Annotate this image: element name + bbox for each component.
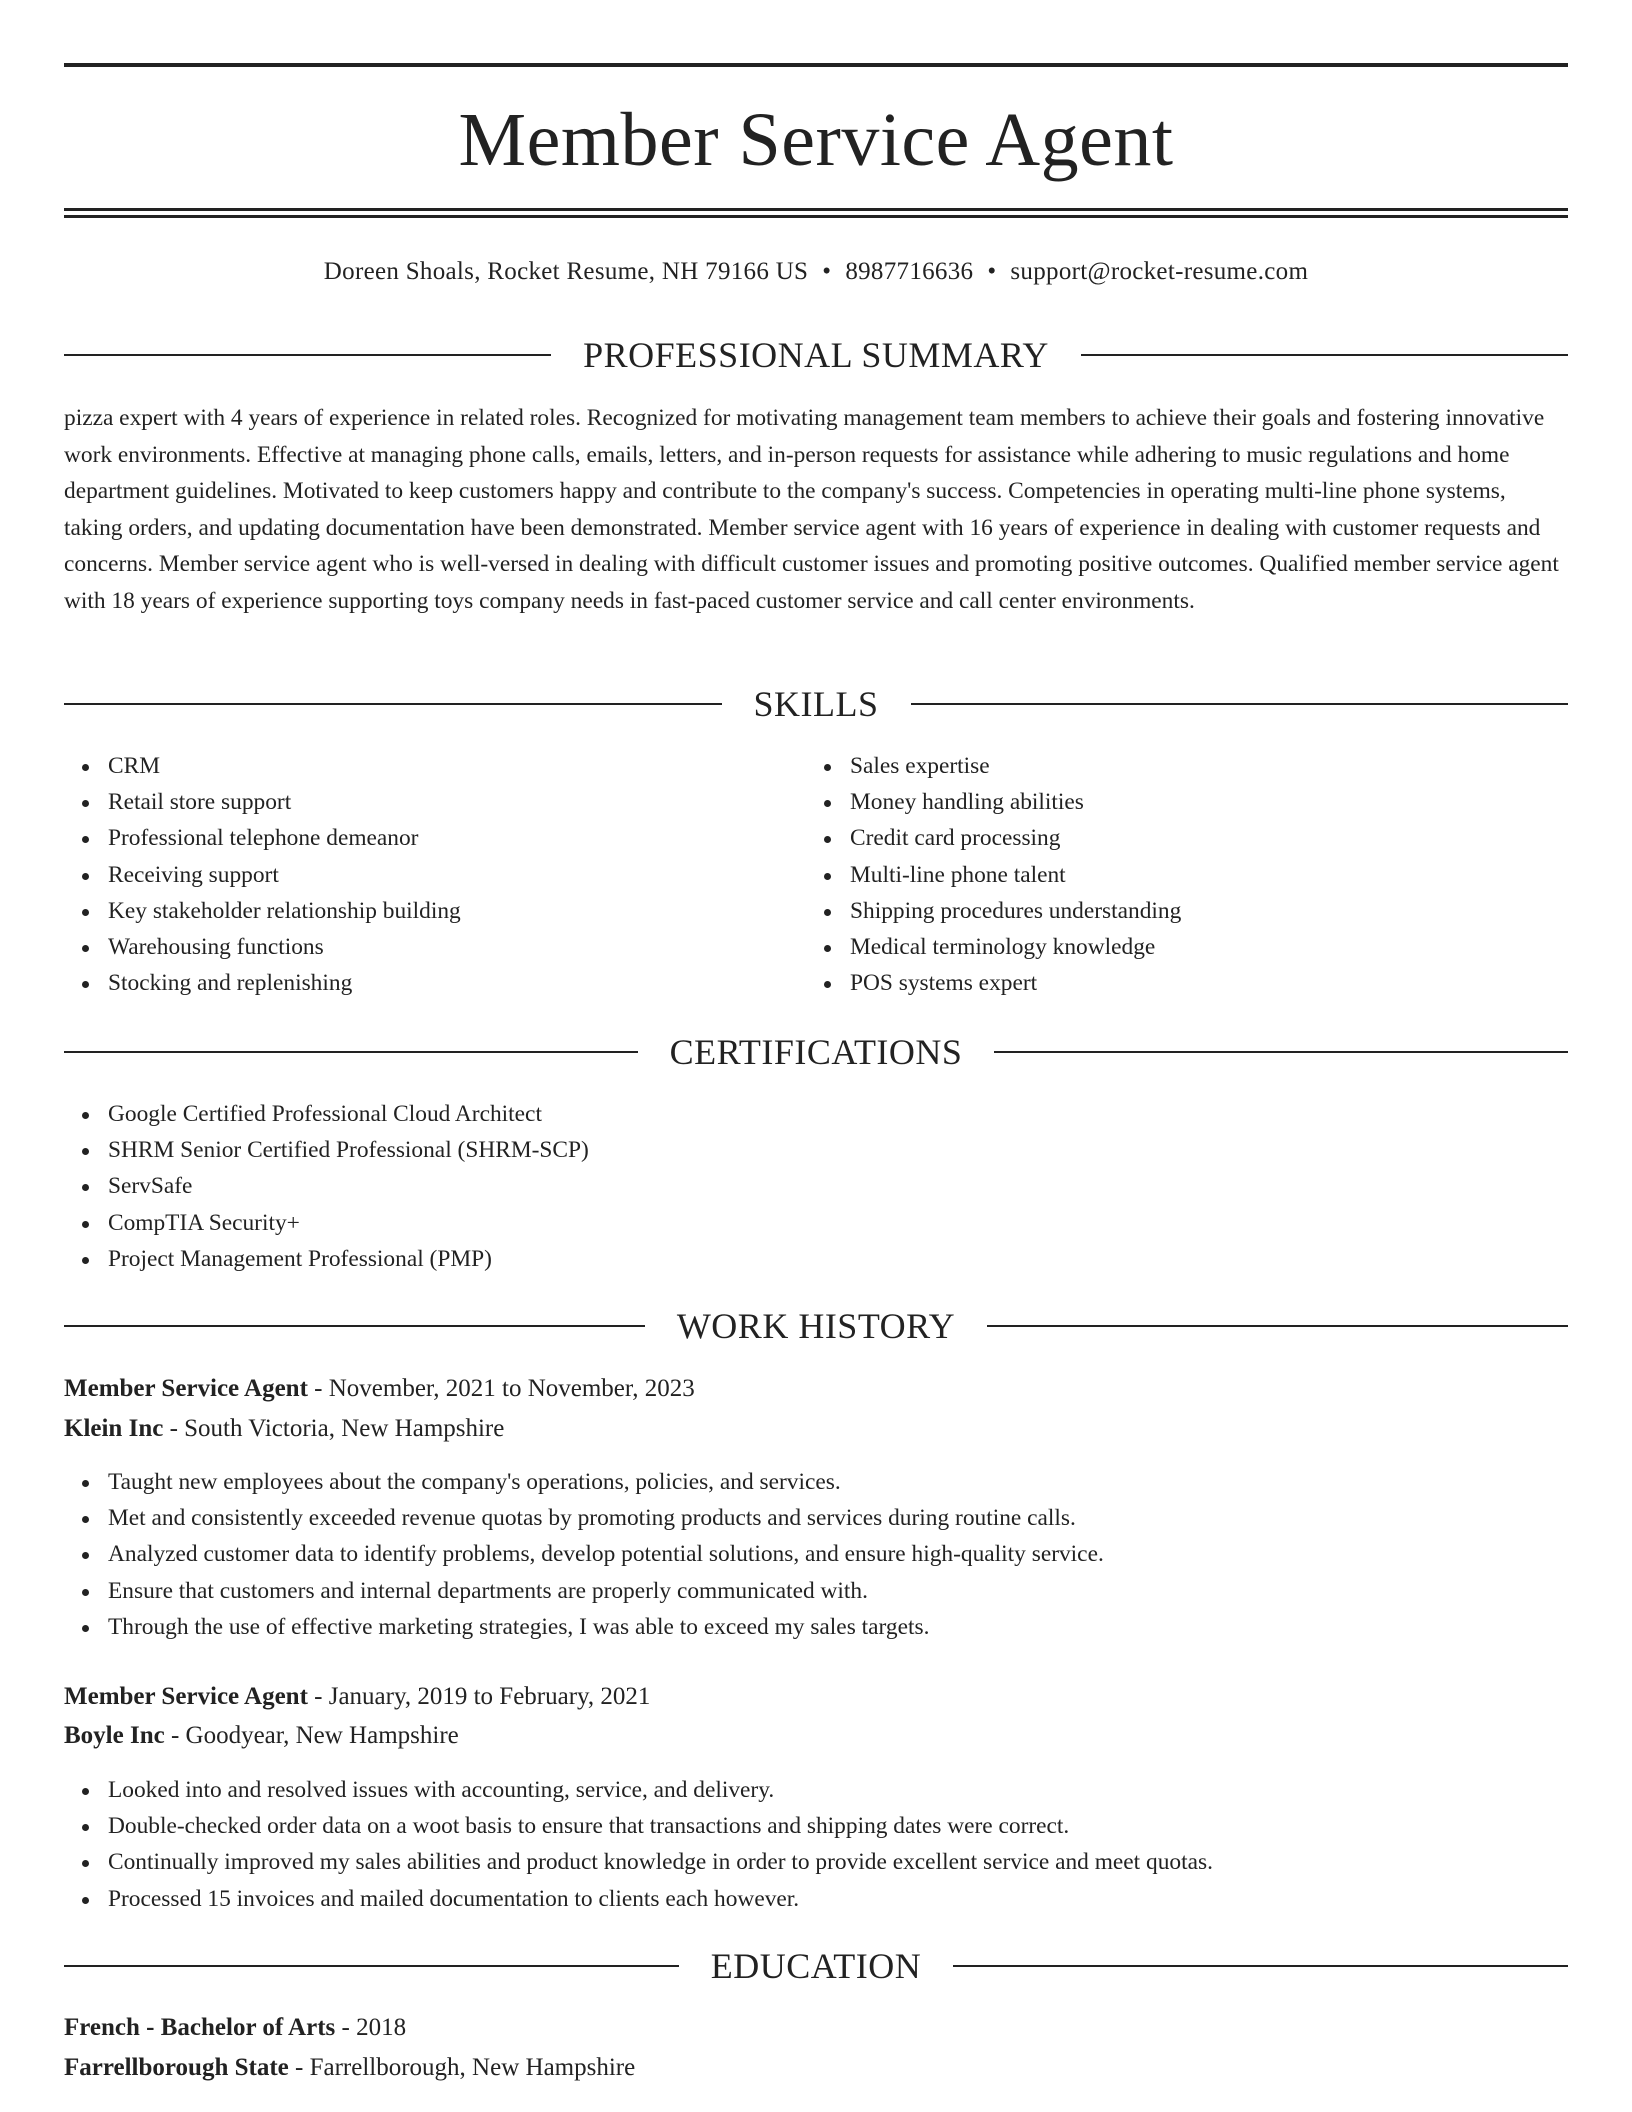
education-heading [64, 1944, 1568, 1988]
heading-rule [64, 1325, 645, 1327]
job-bullet: Ensure that customers and internal departments are properly communicated with. [64, 1573, 1104, 1609]
skill-item: Retail store support [64, 784, 461, 820]
job-company: Boyle Inc [64, 1722, 165, 1749]
job-bullet: Looked into and resolved issues with accounting, service, and delivery. [64, 1772, 1213, 1808]
job-company-line [64, 1412, 1568, 1446]
job-location: - South Victoria, New Hampshire [163, 1415, 505, 1442]
section-title: SKILLS [753, 684, 879, 724]
job-company: Klein Inc [64, 1415, 164, 1442]
section-title: PROFESSIONAL SUMMARY [583, 335, 1049, 375]
skill-item: Medical terminology knowledge [806, 929, 1181, 965]
summary-text: pizza expert with 4 years of experience in related roles. Recognized for motivating management team members to achieve their goals and fostering innovative work environments. Effective at managing phone calls, emails, letters, and in-person requests for assistance while adhering to music regulations and home department guidelines. Motivated to keep customers happy and contribute to the company's success. Competencies in operating multi-line phone systems, taking orders, and updating documentation have been demonstrated. Member service agent with 16 years of experience in dealing with customer requests and concerns. Member service agent who is well-versed in dealing with difficult customer issues and promoting positive outcomes. Qualified member service agent with 18 years of experience supporting toys company needs in fast-paced customer service and call center environments. [64, 405, 1559, 614]
job-bullets [64, 1772, 1213, 1917]
skill-item: Multi-line phone talent [806, 857, 1181, 893]
education-degree: French - Bachelor of Arts [64, 2014, 336, 2041]
heading-rule [1081, 354, 1568, 356]
certification-item: SHRM Senior Certified Professional (SHRM-SCP) [64, 1132, 589, 1168]
contact-address: Doreen Shoals, Rocket Resume, NH 79166 US [323, 258, 809, 285]
skill-item: Shipping procedures understanding [806, 893, 1181, 929]
contact-phone: 8987716636 [845, 258, 974, 285]
certification-item: CompTIA Security+ [64, 1205, 589, 1241]
job-bullet: Double-checked order data on a woot basis to ensure that transactions and shipping dates were correct. [64, 1808, 1213, 1844]
job-bullet: Through the use of effective marketing strategies, I was able to exceed my sales targets. [64, 1609, 1104, 1645]
skill-item: Credit card processing [806, 820, 1181, 856]
skill-item: Stocking and replenishing [64, 965, 461, 1001]
heading-rule [911, 703, 1569, 705]
skills-list-left [64, 748, 461, 1001]
job-title-line [64, 1372, 1568, 1406]
heading-rule [64, 1965, 679, 1967]
contact-separator: • [822, 258, 832, 285]
education-school-line [64, 2051, 1568, 2085]
heading-rule [953, 1965, 1568, 1967]
job-company-line [64, 1719, 1568, 1753]
skill-item: Sales expertise [806, 748, 1181, 784]
skill-item: Money handling abilities [806, 784, 1181, 820]
certification-item: Project Management Professional (PMP) [64, 1241, 589, 1277]
certifications-heading [64, 1030, 1568, 1074]
section-title: CERTIFICATIONS [669, 1032, 963, 1072]
certification-item: Google Certified Professional Cloud Architect [64, 1096, 589, 1132]
job-bullet: Taught new employees about the company's operations, policies, and services. [64, 1464, 1104, 1500]
skill-item: Warehousing functions [64, 929, 461, 965]
education-degree-line [64, 2011, 1568, 2045]
education-school: Farrellborough State [64, 2054, 289, 2081]
certifications-list [64, 1096, 589, 1277]
contact-email: support@rocket-resume.com [1010, 258, 1309, 285]
job-location: - Goodyear, New Hampshire [164, 1722, 459, 1749]
education-year: - 2018 [335, 2014, 407, 2041]
skills-list-right [806, 748, 1181, 1001]
job-bullet: Analyzed customer data to identify problems, develop potential solutions, and ensure high-quality service. [64, 1536, 1104, 1572]
job-title-line [64, 1680, 1568, 1714]
education-location: - Farrellborough, New Hampshire [288, 2054, 636, 2081]
job-bullet: Continually improved my sales abilities and product knowledge in order to provide excellent service and meet quotas. [64, 1844, 1213, 1880]
heading-rule [994, 1051, 1568, 1053]
job-dates: - January, 2019 to February, 2021 [307, 1683, 651, 1710]
section-title: EDUCATION [710, 1946, 922, 1986]
name-underline-2 [64, 215, 1568, 218]
job-bullet: Met and consistently exceeded revenue quotas by promoting products and services during routine calls. [64, 1500, 1104, 1536]
summary-heading [64, 333, 1568, 377]
heading-rule [64, 354, 551, 356]
section-title: WORK HISTORY [676, 1306, 956, 1346]
certification-item: ServSafe [64, 1168, 589, 1204]
job-title: Member Service Agent [64, 1683, 308, 1710]
heading-rule [64, 703, 722, 705]
work-history-heading [64, 1304, 1568, 1348]
name-underline-1 [64, 208, 1568, 211]
heading-rule [64, 1051, 638, 1053]
job-dates: - November, 2021 to November, 2023 [307, 1375, 695, 1402]
job-title: Member Service Agent [64, 1375, 308, 1402]
skill-item: Professional telephone demeanor [64, 820, 461, 856]
skill-item: POS systems expert [806, 965, 1181, 1001]
top-rule [64, 63, 1568, 67]
skill-item: CRM [64, 748, 461, 784]
resume-name: Member Service Agent [458, 98, 1174, 182]
skill-item: Receiving support [64, 857, 461, 893]
job-bullet: Processed 15 invoices and mailed documentation to clients each however. [64, 1881, 1213, 1917]
skills-heading [64, 682, 1568, 726]
job-bullets [64, 1464, 1104, 1645]
heading-rule [987, 1325, 1568, 1327]
contact-line [64, 255, 1568, 289]
contact-separator: • [987, 258, 997, 285]
skill-item: Key stakeholder relationship building [64, 893, 461, 929]
